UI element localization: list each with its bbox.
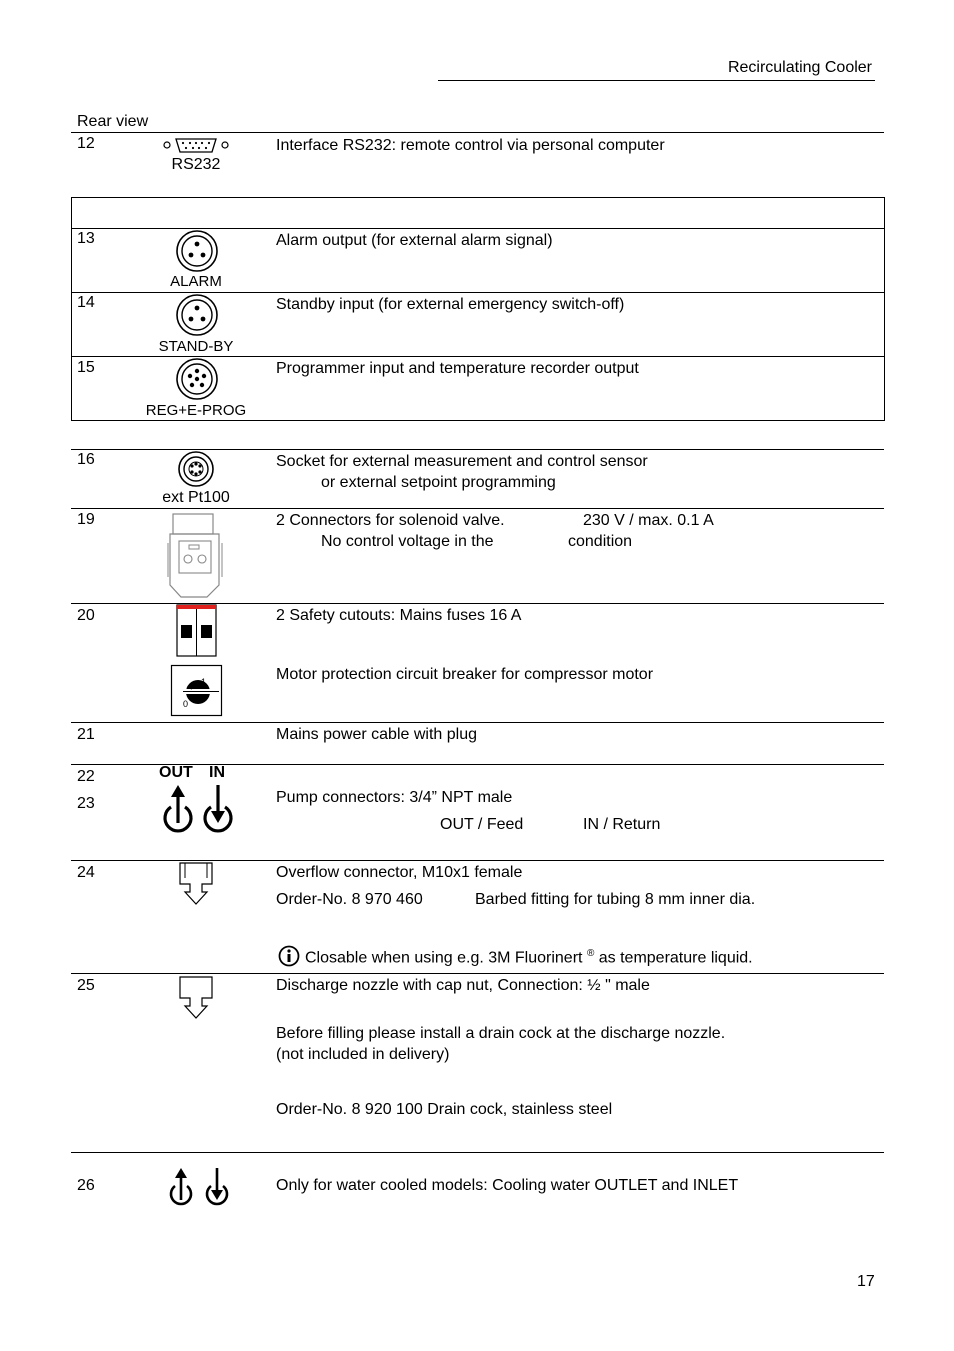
icon-label: RS232 bbox=[171, 156, 221, 173]
box-right bbox=[884, 197, 885, 421]
icon-label: STAND-BY bbox=[158, 338, 234, 355]
order-number: Order-No. 8 920 100 Drain cock, stainless steel bbox=[276, 1101, 613, 1118]
row-number: 15 bbox=[77, 359, 95, 376]
row-number: 19 bbox=[77, 511, 95, 528]
row-number: 26 bbox=[77, 1177, 95, 1194]
row-divider bbox=[71, 722, 884, 723]
pump-in-description: IN / Return bbox=[583, 816, 661, 833]
pump-out-label: OUT bbox=[159, 764, 193, 781]
row-number: 13 bbox=[77, 230, 95, 247]
row-number: 16 bbox=[77, 451, 95, 468]
row-description: Only for water cooled models: Cooling water OUTLET and INLET bbox=[276, 1177, 739, 1194]
row-description: Mains power cable with plug bbox=[276, 726, 477, 743]
row-description: Programmer input and temperature recorder output bbox=[276, 360, 639, 377]
row-divider bbox=[71, 508, 884, 509]
row-description: Socket for external measurement and control sensor bbox=[276, 453, 648, 470]
row-number: 20 bbox=[77, 607, 95, 624]
page-header-title: Recirculating Cooler bbox=[727, 59, 872, 76]
circuit-breaker-icon bbox=[171, 665, 223, 717]
discharge-arrow-icon bbox=[179, 976, 213, 1020]
row-description: Standby input (for external emergency switch-off) bbox=[276, 296, 625, 313]
row-number: 12 bbox=[77, 135, 95, 152]
registered-mark: ® bbox=[586, 948, 595, 959]
section-title: Rear view bbox=[77, 113, 149, 130]
row-divider bbox=[71, 860, 884, 861]
icon-label: REG+E-PROG bbox=[145, 402, 247, 419]
sensor-socket-icon bbox=[177, 450, 217, 488]
row-description-continued: Before filling please install a drain cock at the discharge nozzle. bbox=[276, 1025, 726, 1042]
info-icon bbox=[278, 945, 300, 967]
row-number: 24 bbox=[77, 864, 95, 881]
fuse-icon bbox=[176, 604, 218, 657]
row-description: Alarm output (for external alarm signal) bbox=[276, 232, 553, 249]
db9-connector-icon bbox=[162, 137, 232, 155]
solenoid-connector-icon bbox=[167, 513, 225, 599]
row-description: Overflow connector, M10x1 female bbox=[276, 864, 523, 881]
pump-in-label: IN bbox=[209, 764, 225, 781]
breaker-on-label: 1 bbox=[201, 677, 207, 687]
pump-out-description: OUT / Feed bbox=[440, 816, 524, 833]
box-left bbox=[71, 197, 72, 421]
6-pin-socket-icon bbox=[175, 357, 219, 401]
overflow-arrow-icon bbox=[179, 862, 213, 906]
water-out-in-icon bbox=[166, 1166, 232, 1210]
box-top bbox=[71, 197, 885, 198]
row-number: 21 bbox=[77, 726, 95, 743]
row-divider bbox=[71, 973, 884, 974]
row-description: Interface RS232: remote control via personal computer bbox=[276, 137, 665, 154]
order-description: Barbed fitting for tubing 8 mm inner dia. bbox=[475, 891, 756, 908]
voltage-spec: 230 V / max. 0.1 A bbox=[583, 512, 714, 529]
row-description: Motor protection circuit breaker for compressor motor bbox=[276, 666, 654, 683]
row-number: 23 bbox=[77, 795, 95, 812]
row-description-continued: No control voltage in the bbox=[321, 533, 494, 550]
row-divider bbox=[71, 1152, 884, 1153]
info-note-end: as temperature liquid. bbox=[598, 949, 753, 967]
row-description: Discharge nozzle with cap nut, Connection: ½ " male bbox=[276, 977, 650, 994]
3-pin-socket-icon bbox=[175, 229, 219, 273]
3-pin-socket-icon bbox=[175, 293, 219, 337]
breaker-off-label: 0 bbox=[183, 699, 189, 709]
row-description-continued: condition bbox=[568, 533, 633, 550]
pump-out-in-icon bbox=[160, 783, 238, 837]
row-number: 25 bbox=[77, 977, 95, 994]
order-number: Order-No. 8 970 460 bbox=[276, 891, 423, 908]
info-note-text: Closable when using e.g. 3M Fluorinert bbox=[305, 949, 583, 967]
header-rule bbox=[438, 80, 875, 81]
row-description: 2 Safety cutouts: Mains fuses 16 A bbox=[276, 607, 522, 624]
row-description: Pump connectors: 3/4” NPT male bbox=[276, 789, 513, 806]
page-number: 17 bbox=[857, 1273, 875, 1290]
row-number: 22 bbox=[77, 768, 95, 785]
row-number: 14 bbox=[77, 294, 95, 311]
box-bottom bbox=[71, 420, 885, 421]
row-description-continued: or external setpoint programming bbox=[321, 474, 556, 491]
row-description-continued: (not included in delivery) bbox=[276, 1046, 450, 1063]
info-note bbox=[305, 948, 753, 967]
row-description: 2 Connectors for solenoid valve. bbox=[276, 512, 505, 529]
icon-label: ext Pt100 bbox=[162, 489, 230, 506]
icon-label: ALARM bbox=[170, 273, 222, 290]
row-divider bbox=[71, 132, 884, 133]
